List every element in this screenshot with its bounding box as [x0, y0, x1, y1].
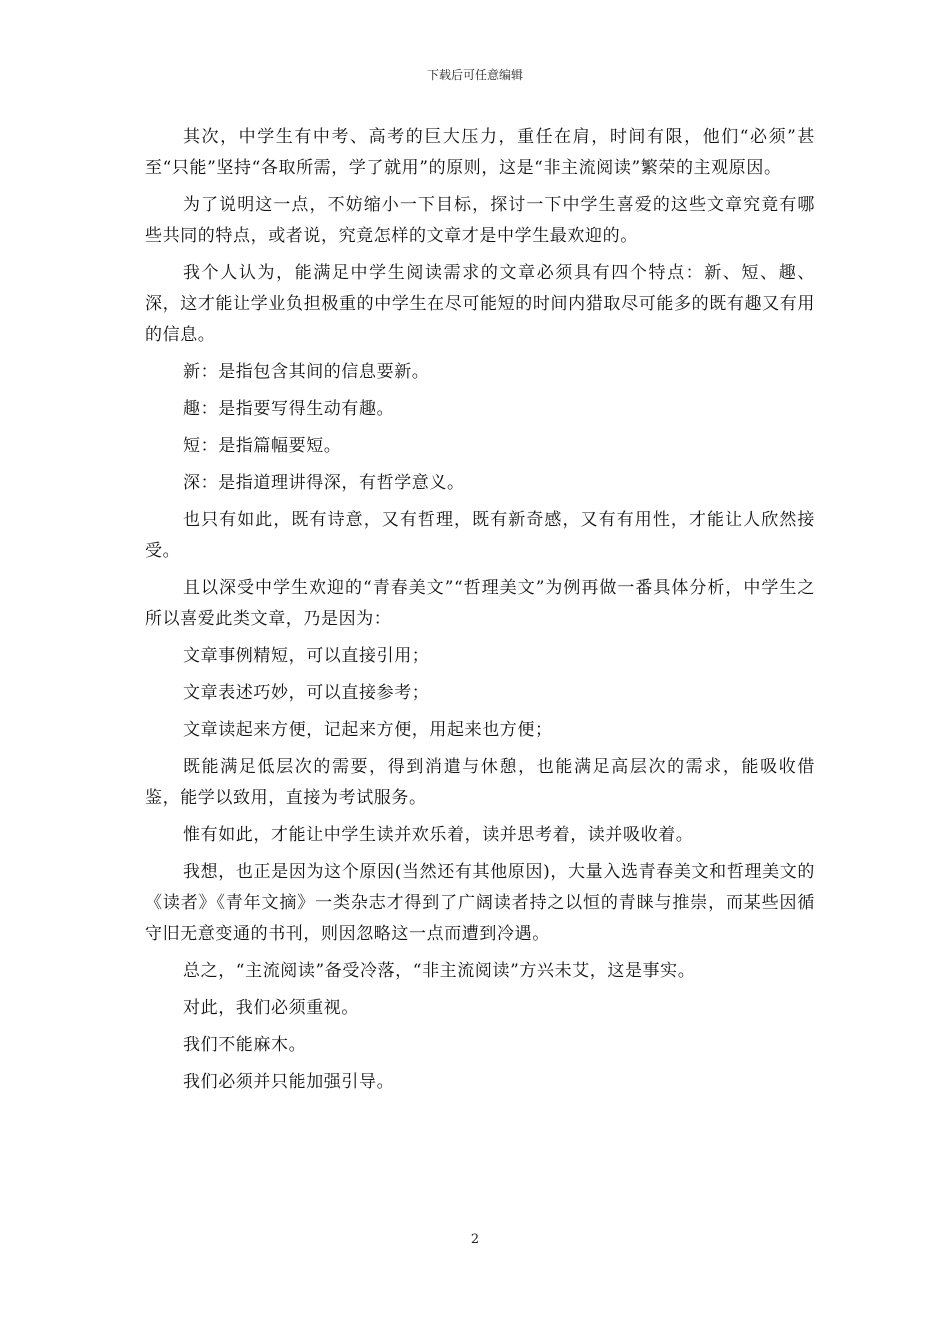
document-body — [145, 122, 815, 1104]
paragraph: 其次，中学生有中考、高考的巨大压力，重任在肩，时间有限，他们“必须”甚至“只能”坚持“各取所需，学了就用”的原则，这是“非主流阅读”繁荣的主观原因。 — [145, 127, 815, 178]
paragraph: 对此，我们必须重视。 — [183, 998, 359, 1018]
paragraph: 深：是指道理讲得深，有哲学意义。 — [183, 473, 465, 493]
paragraph: 我们不能麻木。 — [183, 1035, 307, 1055]
paragraph: 惟有如此，才能让中学生读并欢乐着，读并思考着，读并吸收着。 — [183, 825, 694, 845]
paragraph: 短：是指篇幅要短。 — [183, 436, 342, 456]
paragraph: 总之，“主流阅读”备受冷落，“非主流阅读”方兴未艾，这是事实。 — [183, 961, 696, 981]
paragraph: 且以深受中学生欢迎的“青春美文”“哲理美文”为例再做一番具体分析，中学生之所以喜爱此类文章，乃是因为： — [145, 578, 815, 629]
paragraph: 也只有如此，既有诗意，又有哲理，既有新奇感，又有有用性，才能让人欣然接受。 — [145, 510, 815, 561]
paragraph: 趣：是指要写得生动有趣。 — [183, 399, 395, 419]
paragraph: 我们必须并只能加强引导。 — [183, 1072, 395, 1092]
paragraph: 为了说明这一点，不妨缩小一下目标，探讨一下中学生喜爱的这些文章究竟有哪些共同的特点，或者说，究竟怎样的文章才是中学生最欢迎的。 — [145, 195, 815, 246]
paragraph: 文章读起来方便，记起来方便，用起来也方便； — [183, 720, 553, 740]
paragraph: 既能满足低层次的需要，得到消遣与休憩，也能满足高层次的需求，能吸收借鉴，能学以致用，直接为考试服务。 — [145, 757, 815, 808]
paragraph: 文章事例精短，可以直接引用； — [183, 646, 430, 666]
paragraph: 文章表述巧妙，可以直接参考； — [183, 683, 430, 703]
paragraph: 新：是指包含其间的信息要新。 — [183, 362, 430, 382]
page-header: 下载后可任意编辑 — [426, 68, 523, 82]
page-number: 2 — [470, 1232, 480, 1247]
paragraph: 我个人认为，能满足中学生阅读需求的文章必须具有四个特点：新、短、趣、深，这才能让学业负担极重的中学生在尽可能短的时间内猎取尽可能多的既有趣又有用的信息。 — [145, 263, 815, 345]
paragraph: 我想，也正是因为这个原因(当然还有其他原因)，大量入选青春美文和哲理美文的《读者》《青年文摘》一类杂志才得到了广阔读者持之以恒的青睐与推崇，而某些因循守旧无意变通的书刊，则因忽略这一点而遭到冷遇。 — [145, 862, 815, 944]
